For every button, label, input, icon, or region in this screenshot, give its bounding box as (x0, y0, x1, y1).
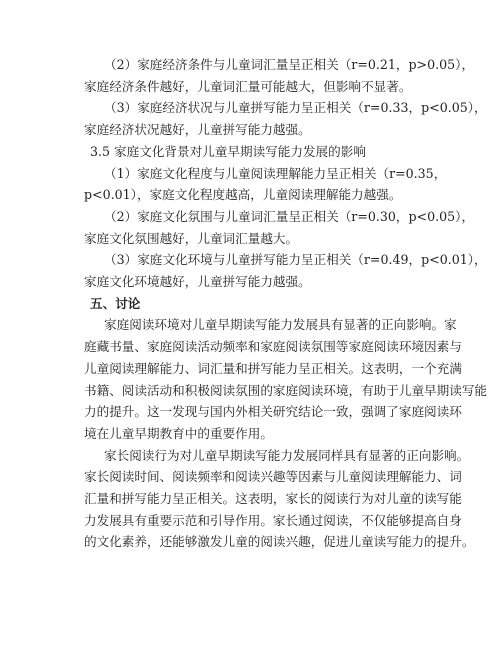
text-line: 家庭经济状况越好，儿童拼写能力越强。 (84, 122, 311, 138)
text-line: 五、讨论 (90, 295, 141, 311)
document-body (84, 54, 487, 553)
paragraph-econ-vocab (84, 54, 475, 97)
text-line: 力的提升。这一发现与国内外相关研究结论一致，强调了家庭阅读环 (84, 404, 462, 420)
text-line: 书籍、阅读活动和积极阅读氛围的家庭阅读环境，有助于儿童早期读写能 (84, 382, 487, 398)
text-line: 家长阅读行为对儿童早期读写能力发展同样具有显著的正向影响。 (104, 447, 470, 463)
paragraph-discussion-home-reading (84, 314, 487, 444)
paragraph-econ-spelling (84, 97, 487, 140)
text-line: 家庭文化氛围越好，儿童词汇量越大。 (84, 230, 299, 246)
text-line: （2）家庭经济条件与儿童词汇量呈正相关（r=0.21，p>0.05）， (104, 57, 475, 72)
text-line: 3.5 家庭文化背景对儿童早期读写能力发展的影响 (90, 143, 366, 159)
text-line: （2）家庭文化氛围与儿童词汇量呈正相关（r=0.30，p<0.05）， (104, 208, 475, 224)
text-line: 家庭经济条件越好，儿童词汇量可能越大，但影响不显著。 (84, 78, 412, 94)
text-line: 家庭阅读环境对儿童早期读写能力发展具有显著的正向影响。家 (104, 317, 457, 333)
text-line: 力发展具有重要示范和引导作用。家长通过阅读，不仅能够提高自身 (84, 512, 462, 528)
text-line: 汇量和拼写能力呈正相关。这表明，家长的阅读行为对儿童的读写能 (84, 491, 462, 507)
paragraph-culture-vocab (84, 206, 475, 249)
text-line: 的文化素养，还能够激发儿童的阅读兴趣，促进儿童读写能力的提升。 (84, 534, 475, 550)
paragraph-culture-spelling (84, 249, 487, 292)
text-line: 庭藏书量、家庭阅读活动频率和家庭阅读氛围等家庭阅读环境因素与 (84, 339, 462, 355)
text-line: （3）家庭经济状况与儿童拼写能力呈正相关（r=0.33，p<0.05）， (104, 100, 487, 116)
paragraph-culture-reading (84, 163, 447, 206)
text-line: 境在儿童早期教育中的重要作用。 (84, 425, 273, 441)
paragraph-discussion-parent-reading (84, 445, 475, 554)
text-line: 儿童阅读理解能力、词汇量和拼写能力呈正相关。这表明，一个充满 (84, 360, 462, 376)
text-line: （1）家庭文化程度与儿童阅读理解能力呈正相关（r=0.35， (104, 165, 447, 181)
section-heading-3-5 (84, 141, 428, 163)
text-line: 家庭文化环境越好，儿童拼写能力越强。 (84, 274, 311, 290)
section-heading-discussion (84, 293, 428, 315)
text-line: （3）家庭文化环境与儿童拼写能力呈正相关（r=0.49，p<0.01）， (104, 252, 487, 268)
text-line: p<0.01），家庭文化程度越高，儿童阅读理解能力越强。 (84, 187, 402, 203)
text-line: 家长阅读时间、阅读频率和阅读兴趣等因素与儿童阅读理解能力、词 (84, 469, 462, 485)
